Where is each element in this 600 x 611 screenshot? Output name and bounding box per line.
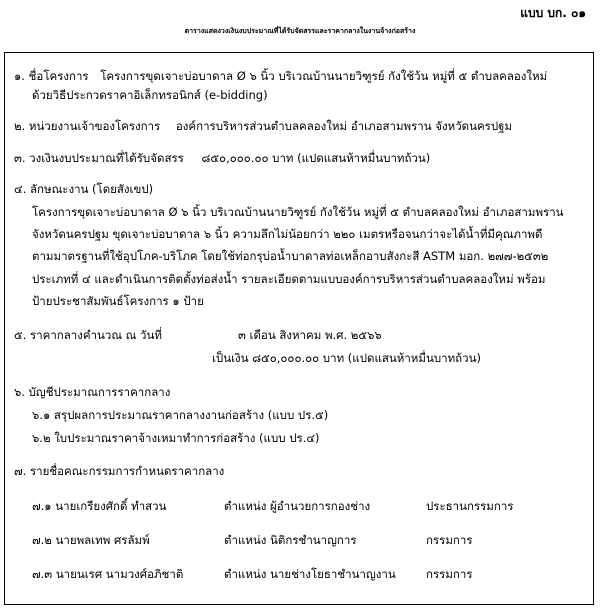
committee-member-position: ตำแหน่ง ผู้อำนวยการกองช่าง [224,499,371,513]
item5-label: ๕. ราคากลางคำนวณ ณ วันที่ [14,328,162,342]
item3-line [14,150,430,166]
item2-line [14,118,512,134]
committee-member-role: กรรมการ [426,567,473,581]
committee-member-position: ตำแหน่ง นิติกรชำนาญการ [224,533,357,547]
item2-text: องค์การบริหารส่วนตำบลคลองใหม่ อำเภอสามพราน จังหวัดนครปฐม [175,119,513,133]
item5-amount: เป็นเงิน ๘๕๐,๐๐๐.๐๐ บาท (แปดแสนห้าหมื่นบาทถ้วน) [212,351,481,365]
item1-label: ๑. ชื่อโครงการ [14,69,89,83]
item4-label: ๔. ลักษณะงาน (โดยสังเขป) [14,182,154,196]
item1-text1: โครงการขุดเจาะบ่อบาดาล Ø ๖ นิ้ว บริเวณบ้านนายวิฑูรย์ กังใช้ว้น หมู่ที่ ๕ ตำบลคลองใหม่ [100,69,548,83]
committee-member-role: กรรมการ [426,533,473,547]
committee-member-position: ตำแหน่ง นายช่างโยธาชำนาญงาน [224,567,396,581]
item6-sub1: ๖.๑ สรุปผลการประมาณราคากลางงานก่อสร้าง (แบบ ปร.๕) [32,408,329,422]
item2-label: ๒. หน่วยงานเจ้าของโครงการ [14,119,161,133]
item6-label: ๖. บัญชีประมาณการราคากลาง [14,385,171,399]
item4-desc-line: จังหวัดนครปฐม ขุดเจาะบ่อบาดาล ๖ นิ้ว ความลึกไม่น้อยกว่า ๒๒๐ เมตรหรือจนกว่าจะได้น้ำที่มีคุณภาพดี [32,227,543,241]
committee-member-role: ประธานกรรมการ [426,499,514,513]
item6-sub2: ๖.๒ ใบประมาณราคาจ้างเหมาทำการก่อสร้าง (แบบ ปร.๔) [32,431,320,445]
committee-member-name: ๗.๑ นายเกรียงศักดิ์ ทำสวน [32,499,167,513]
item3-text: ๘๕๐,๐๐๐.๐๐ บาท (แปดแสนห้าหมื่นบาทถ้วน) [201,151,431,165]
item4-desc-line: ประเภทที่ ๔ และดำเนินการติดตั้งท่อส่งน้ำ รายละเอียดตามแบบองค์การบริหารส่วนตำบลคลองใหม่ พร้อม [32,272,546,286]
document-title: ตารางแสดงวงเงินงบประมาณที่ได้รับจัดสรรและราคากลางในงานจ้างก่อสร้าง [184,27,416,35]
item4-desc-line: โครงการขุดเจาะบ่อบาดาล Ø ๖ นิ้ว บริเวณบ้านนายวิฑูรย์ กังใช้ว้น หมู่ที่ ๕ ตำบลคลองใหม่ อำเภอสามพราน [32,205,564,219]
item1-line1 [14,68,547,84]
item4-desc-line: ตามมาตรฐานที่ใช้อุปโภค-บริโภค โดยใช้ท่อกรุบ่อน้ำบาดาลท่อเหล็กอาบสังกะสี ASTM มอก. ๒๗๗-๒๕๓๒ [32,249,549,263]
form-code: แบบ บก. ๐๑ [520,6,586,20]
committee-member-name: ๗.๓ นายนเรศ นามวงศ์อภิชาติ [32,567,184,581]
committee-member-name: ๗.๒ นายพลเทพ ศรลัมพ์ [32,533,150,547]
item4-desc-line: ป้ายประชาสัมพันธ์โครงการ ๑ ป้าย [32,294,204,308]
item5-date: ๓ เดือน สิงหาคม พ.ศ. ๒๕๖๖ [238,328,382,342]
item7-label: ๗. รายชื่อคณะกรรมการกำหนดราคากลาง [14,464,225,478]
item3-label: ๓. วงเงินงบประมาณที่ได้รับจัดสรร [14,151,184,165]
item1-text2: ด้วยวิธีประกวดราคาอิเล็กทรอนิกส์ (e-bidding) [32,88,268,102]
